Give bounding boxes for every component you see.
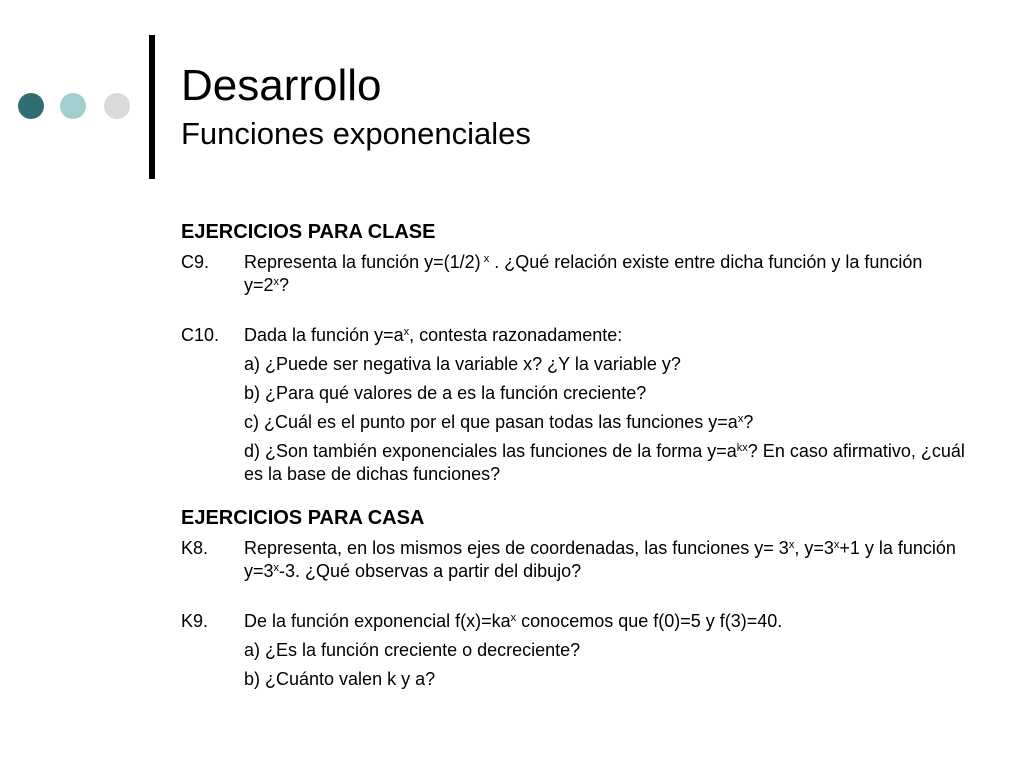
sub-question-b: b) ¿Para qué valores de a es la función creciente? <box>244 383 647 403</box>
section-heading-clase: EJERCICIOS PARA CLASE <box>181 221 436 243</box>
slide-subtitle: Funciones exponenciales <box>181 116 531 151</box>
text-part: d) ¿Son también exponenciales las funciones de la forma y=a <box>244 441 737 461</box>
slide-title: Desarrollo <box>181 61 382 110</box>
superscript: x <box>403 326 410 338</box>
decor-dot-gray <box>104 93 130 119</box>
text-part: Representa la función y=(1/2) <box>244 252 481 272</box>
exercise-c9 <box>181 251 971 297</box>
text-part: -3. ¿Qué observas a partir del dibujo? <box>279 561 582 581</box>
text-part: Representa, en los mismos ejes de coordenadas, las funciones y= 3 <box>244 538 789 558</box>
sub-question-a: a) ¿Puede ser negativa la variable x? ¿Y la variable y? <box>244 354 681 374</box>
exercise-text <box>244 324 971 347</box>
text-part: De la función exponencial f(x)=ka <box>244 611 511 631</box>
text-part: ? <box>279 275 290 295</box>
text-part: ? <box>743 412 754 432</box>
slide-content <box>181 218 971 691</box>
exercise-c10 <box>181 324 971 347</box>
exercise-number: K9. <box>181 611 209 631</box>
section-heading-casa: EJERCICIOS PARA CASA <box>181 507 425 529</box>
exercise-k9 <box>181 610 971 633</box>
text-part: Dada la función y=a <box>244 325 404 345</box>
superscript: x <box>273 562 280 574</box>
superscript: x <box>737 413 744 425</box>
sub-question-d <box>181 440 971 486</box>
text-part: , y=3 <box>794 538 834 558</box>
text-part: conocemos que f(0)=5 y f(3)=40. <box>516 611 783 631</box>
superscript: kx <box>736 442 748 454</box>
exercise-number: C9. <box>181 252 210 272</box>
exercise-text <box>244 251 971 297</box>
decor-dot-teal <box>60 93 86 119</box>
title-divider-bar <box>149 35 155 179</box>
text-part: . ¿Qué relación existe entre dicha función y la función y=2 <box>244 252 923 295</box>
superscript: x <box>510 612 517 624</box>
text-part: ? En caso afirmativo, ¿cuál es la base de dichas funciones? <box>244 441 965 484</box>
text-part: c) ¿Cuál es el punto por el que pasan todas las funciones y=a <box>244 412 738 432</box>
sub-question-b: b) ¿Cuánto valen k y a? <box>244 669 436 689</box>
exercise-number: C10. <box>181 325 220 345</box>
sub-question-c <box>181 411 971 434</box>
exercise-number: K8. <box>181 538 209 558</box>
decor-dot-dark <box>18 93 44 119</box>
text-part: +1 y la función y=3 <box>244 538 956 581</box>
exercise-text <box>244 537 971 583</box>
superscript: x <box>273 276 280 288</box>
text-part: , contesta razonadamente: <box>409 325 623 345</box>
sub-question-a: a) ¿Es la función creciente o decreciente? <box>244 640 581 660</box>
exercise-text <box>244 610 971 633</box>
superscript: x <box>788 539 795 551</box>
superscript: x <box>480 253 490 265</box>
exercise-k8 <box>181 537 971 583</box>
superscript: x <box>833 539 840 551</box>
